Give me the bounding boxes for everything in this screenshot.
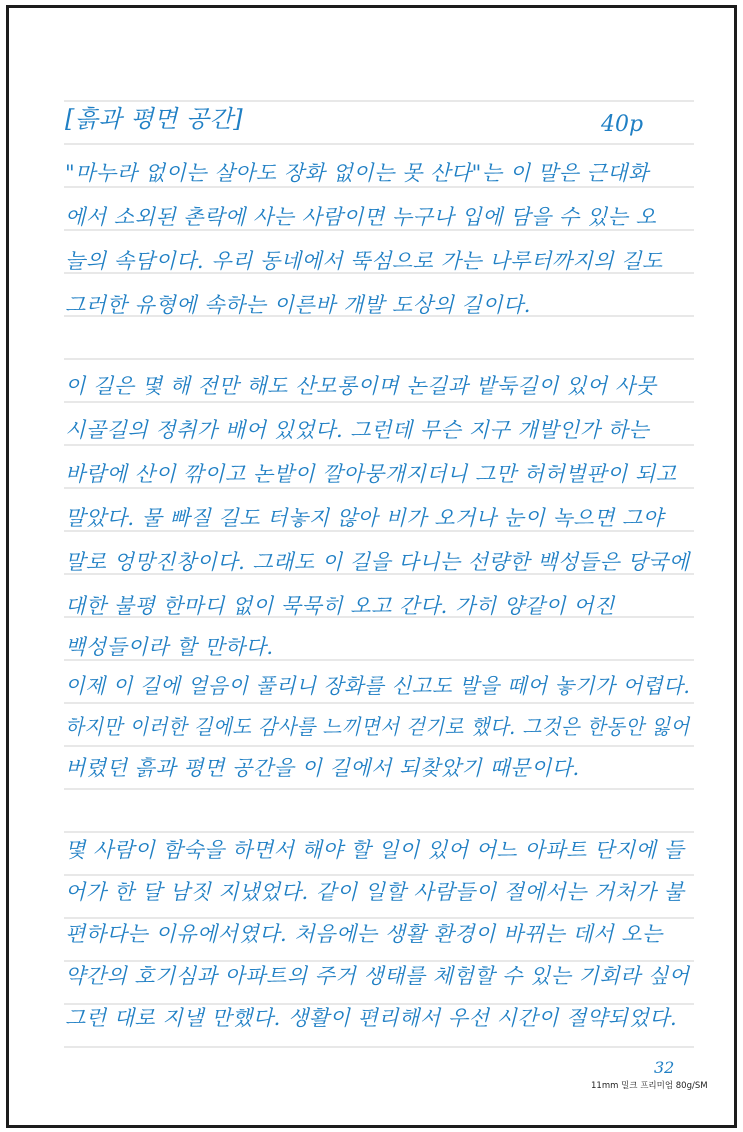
page-number: 32 xyxy=(654,1058,675,1077)
note-title: [흙과 평면 공간] xyxy=(65,105,244,133)
text-line: 이제 이 길에 얼음이 풀리니 장화를 신고도 발을 떼어 놓기가 어렵다. xyxy=(65,674,691,698)
text-line: "마누라 없이는 살아도 장화 없이는 못 산다"는 이 말은 근대화 xyxy=(65,161,649,185)
text-line: 편하다는 이유에서였다. 처음에는 생활 환경이 바뀌는 데서 오는 xyxy=(65,922,663,946)
text-line: 말로 엉망진창이다. 그래도 이 길을 다니는 선량한 백성들은 당국에 xyxy=(65,550,690,574)
text-line: 대한 불평 한마디 없이 묵묵히 오고 간다. 가히 양같이 어진 xyxy=(65,594,615,618)
text-line: 약간의 호기심과 아파트의 주거 생태를 체험할 수 있는 기회라 싶어 xyxy=(65,964,690,988)
notebook-page xyxy=(6,5,737,1128)
text-line: 하지만 이러한 길에도 감사를 느끼면서 걷기로 했다. 그것은 한동안 잃어 xyxy=(65,715,690,739)
page-reference: 40p xyxy=(601,112,644,137)
text-line: 몇 사람이 함숙을 하면서 해야 할 일이 있어 어느 아파트 단지에 들 xyxy=(65,838,685,862)
text-line: 그런 대로 지낼 만했다. 생활이 편리해서 우선 시간이 절약되었다. xyxy=(65,1006,678,1030)
text-line: 말았다. 물 빠질 길도 터놓지 않아 비가 오거나 눈이 녹으면 그야 xyxy=(65,506,664,530)
text-line: 그러한 유형에 속하는 이른바 개발 도상의 길이다. xyxy=(65,293,531,317)
paper-label: 11mm 밀크 프리미엄 80g/SM xyxy=(591,1081,708,1091)
text-line: 버렸던 흙과 평면 공간을 이 길에서 되찾았기 때문이다. xyxy=(65,756,580,780)
text-line: 에서 소외된 촌락에 사는 사람이면 누구나 입에 담을 수 있는 오 xyxy=(65,205,657,229)
text-line: 어가 한 달 남짓 지냈었다. 같이 일할 사람들이 절에서는 거처가 불 xyxy=(65,880,685,904)
text-line: 백성들이라 할 만하다. xyxy=(65,635,274,659)
text-line: 늘의 속담이다. 우리 동네에서 뚝섬으로 가는 나루터까지의 길도 xyxy=(65,249,663,273)
text-line: 시골길의 정취가 배어 있었다. 그런데 무슨 지구 개발인가 하는 xyxy=(65,418,650,442)
text-line: 바람에 산이 깎이고 논밭이 깔아뭉개지더니 그만 허허벌판이 되고 xyxy=(65,462,677,486)
text-line: 이 길은 몇 해 전만 해도 산모롱이며 논길과 밭둑길이 있어 사뭇 xyxy=(65,374,657,398)
